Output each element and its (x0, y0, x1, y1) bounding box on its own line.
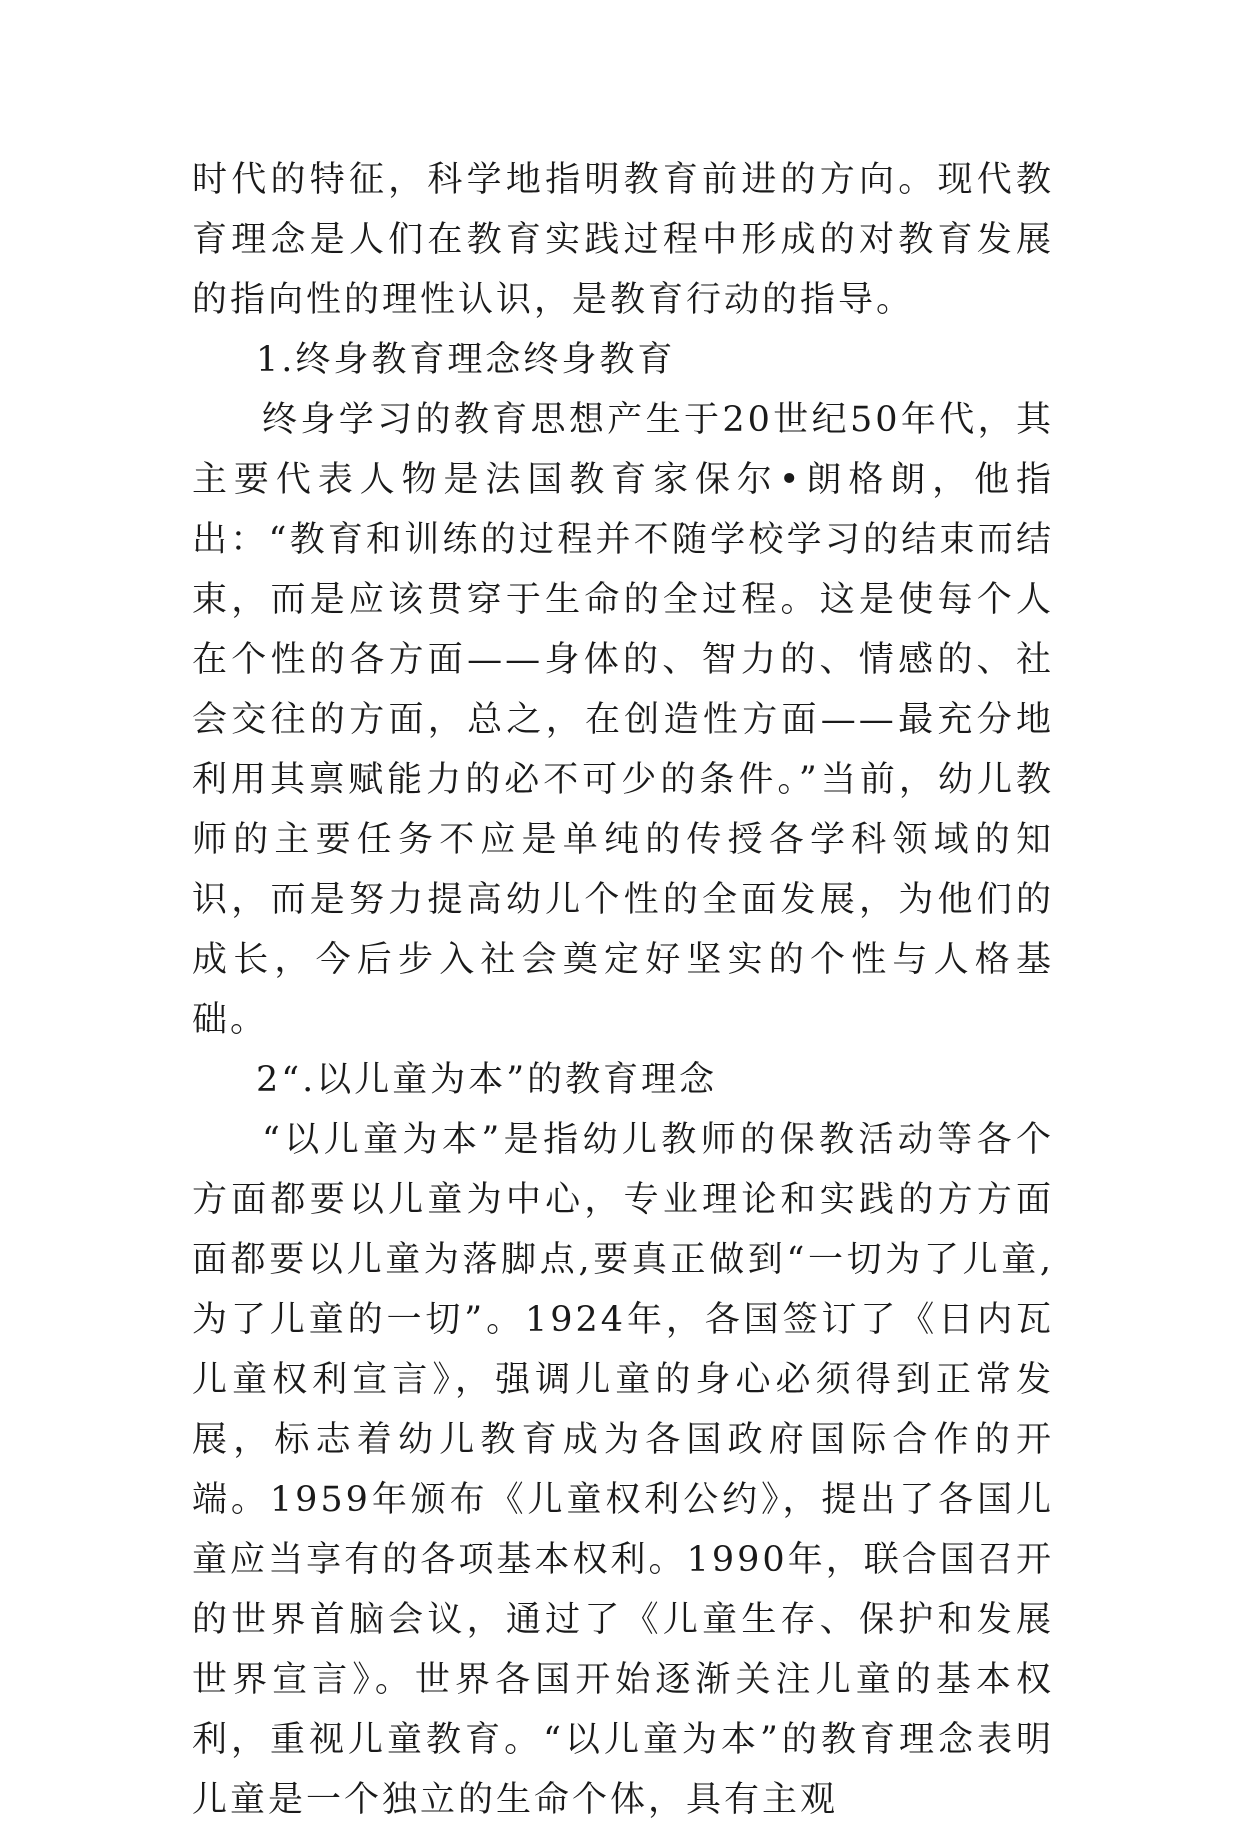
section-heading-child-centered: 2“.以儿童为本”的教育理念 (256, 1060, 718, 1100)
paragraph-child-centered: “以儿童为本”是指幼儿教师的保教活动等各个方面都要以儿童为中心，专业理论和实践的方方面面都要以儿童为落脚点,要真正做到“一切为了儿童,为了儿童的一切”。1924年，各国签订了《日内瓦儿童权利宣言》，强调儿童的身心必须得到正常发展，标志着幼儿教育成为各国政府国际合作的开端。1959年颁布《儿童权利公约》，提出了各国儿童应当享有的各项基本权利。1990年，联合国召开的世界首脑会议，通过了《儿童生存、保护和发展世界宣言》。世界各国开始逐渐关注儿童的基本权利，重视儿童教育。“以儿童为本”的教育理念表明儿童是一个独立的生命个体，具有主观 (192, 1120, 1054, 1820)
document-page (192, 150, 1054, 1830)
paragraph-lifelong-education: 终身学习的教育思想产生于20世纪50年代，其主要代表人物是法国教育家保尔•朗格朗，他指出：“教育和训练的过程并不随学校学习的结束而结束，而是应该贯穿于生命的全过程。这是使每个人在个性的各方面——身体的、智力的、情感的、社会交往的方面，总之，在创造性方面——最充分地利用其禀赋能力的必不可少的条件。”当前，幼儿教师的主要任务不应是单纯的传授各学科领域的知识，而是努力提高幼儿个性的全面发展，为他们的成长，今后步入社会奠定好坚实的个性与人格基础。 (192, 400, 1054, 1040)
paragraph-intro: 时代的特征，科学地指明教育前进的方向。现代教育理念是人们在教育实践过程中形成的对教育发展的指向性的理性认识，是教育行动的指导。 (192, 160, 1054, 320)
section-heading-lifelong-education: 1.终身教育理念终身教育 (256, 340, 676, 380)
